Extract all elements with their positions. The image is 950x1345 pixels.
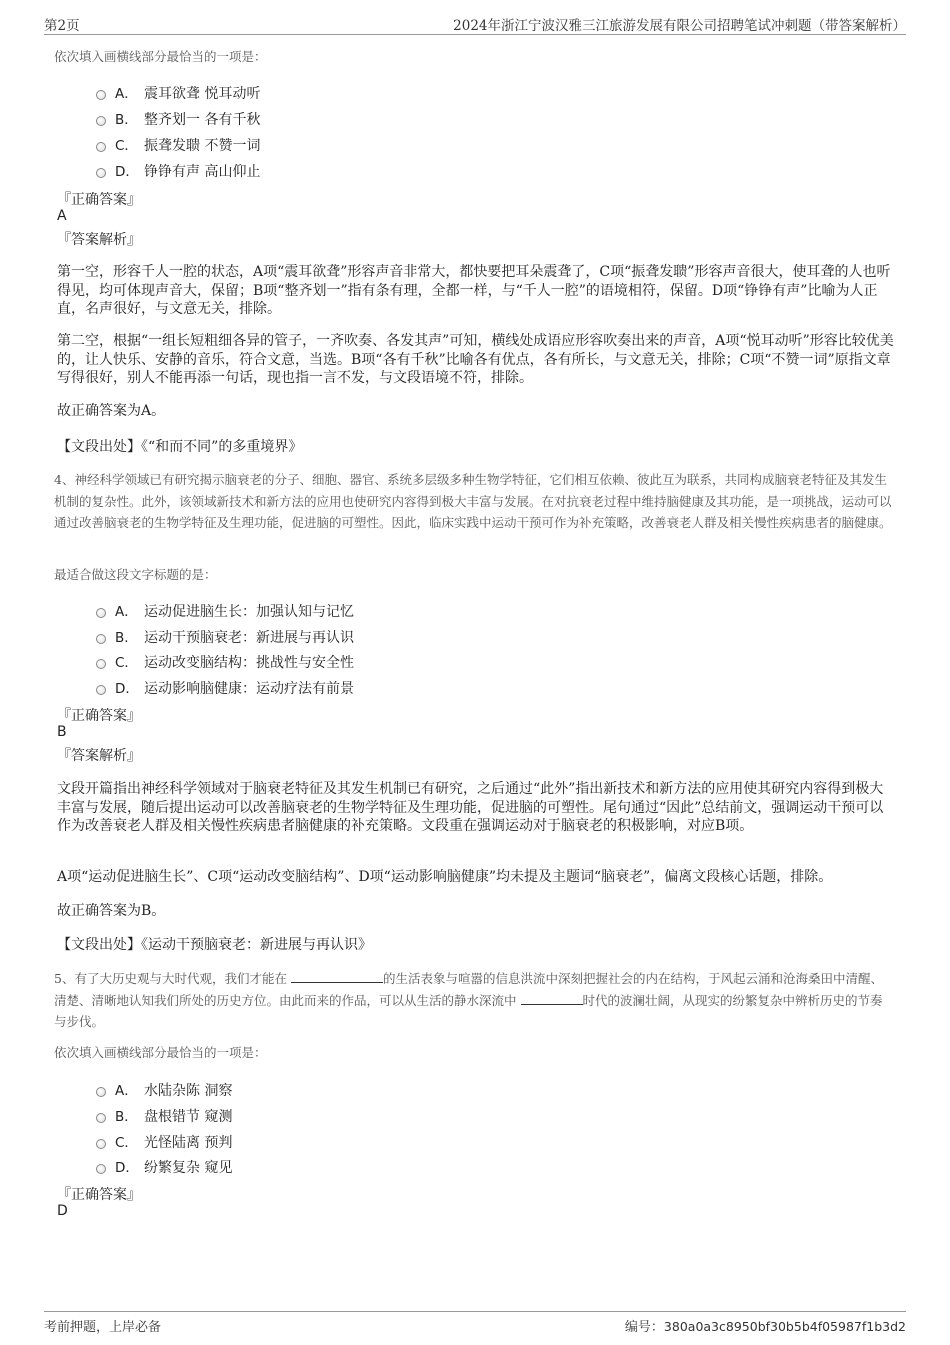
q5-stem: 5、有了大历史观与大时代观，我们才能在 的生活表象与喧嚣的信息洪流中深刻把握社会的内在结构，于风起云涌和沧海桑田中清醒、清楚、清晰地认知我们所处的历史方位。由此而来的作品，可以从生活的静水深流中 时代的波澜壮阔，从现实的纷繁复杂中辨析历史的节奏与步伐。 [54,971,883,1030]
radio-icon[interactable] [96,90,106,100]
radio-icon[interactable] [96,168,106,178]
q3-analysis-p3: 故正确答案为A。 [57,403,166,419]
radio-icon[interactable] [96,1113,106,1123]
q3-analysis-label: 『答案解析』 [57,232,141,248]
page-footer [44,1311,906,1342]
q5-answer: D [57,1203,68,1219]
q5-option-b[interactable]: B． 盘根错节 窥测 [96,1105,232,1126]
radio-icon[interactable] [96,1164,106,1174]
radio-icon[interactable] [96,116,106,126]
q4-prompt: 最适合做这段文字标题的是： [54,567,217,582]
q3-analysis-p1: 第一空，形容千人一腔的状态，A项“震耳欲聋”形容声音非常大，都快要把耳朵震聋了，C项“振聋发聩”形容声音很大，使耳聋的人也听得见，均可体现声音大，保留；B项“整齐划一”指有条有理，全都一样，与“千人一腔”的语境相符，保留。D项“铮铮有声”比喻为人正直，名声很好，与文意无关，排除。 [57,264,891,317]
q3-option-b[interactable]: B． 整齐划一 各有千秋 [96,108,260,129]
q4-analysis-p3: 故正确答案为B。 [57,903,166,919]
document-code: 380a0a3c8950bf30b5b4f05987f1b3d2 [663,1319,906,1334]
page-number: 第2页 [44,18,80,34]
q3-prompt: 依次填入画横线部分最恰当的一项是： [54,49,267,64]
document-title: 2024年浙江宁波汉雅三江旅游发展有限公司招聘笔试冲刺题（带答案解析） [453,18,906,34]
q4-answer: B [57,724,67,740]
q3-source: 【文段出处】《“和而不同”的多重境界》 [57,439,303,455]
radio-icon[interactable] [96,608,106,618]
radio-icon[interactable] [96,1087,106,1097]
q3-answer-label: 『正确答案』 [57,192,141,208]
q3-option-d[interactable]: D． 铮铮有声 高山仰止 [96,160,260,181]
q4-option-a[interactable]: A． 运动促进脑生长：加强认知与记忆 [96,600,354,621]
q5-prompt: 依次填入画横线部分最恰当的一项是： [54,1045,267,1060]
page-header [44,14,906,35]
q4-option-b[interactable]: B． 运动干预脑衰老：新进展与再认识 [96,626,354,647]
q4-stem: 4、神经科学领域已有研究揭示脑衰老的分子、细胞、器官、系统多层级多种生物学特征，它们相互依赖、彼此互为联系，共同构成脑衰老特征及其发生机制的复杂性。此外，该领域新技术和新方法的应用也使研究内容得到极大丰富与发展。在对抗衰老过程中维持脑健康及其功能，是一项挑战，运动可以通过改善脑衰老的生物学特征及生理功能，促进脑的可塑性。因此，临床实践中运动干预可作为补充策略，改善衰老人群及相关慢性疾病患者的脑健康。 [54,472,892,531]
q5-answer-label: 『正确答案』 [57,1187,141,1203]
q3-option-a[interactable]: A． 震耳欲聋 悦耳动听 [96,82,260,103]
q4-analysis-label: 『答案解析』 [57,748,141,764]
footer-slogan: 考前押题，上岸必备 [44,1320,162,1335]
radio-icon[interactable] [96,634,106,644]
radio-icon[interactable] [96,142,106,152]
q4-option-c[interactable]: C． 运动改变脑结构：挑战性与安全性 [96,651,354,672]
q5-option-d[interactable]: D． 纷繁复杂 窥见 [96,1156,232,1177]
radio-icon[interactable] [96,685,106,695]
q4-analysis-p2: A项“运动促进脑生长”、C项“运动改变脑结构”、D项“运动影响脑健康”均未提及主题词“脑衰老”，偏离文段核心话题，排除。 [57,869,833,885]
q3-answer: A [57,208,67,224]
q5-blank-2[interactable] [521,992,583,1005]
q3-option-c[interactable]: C． 振聋发聩 不赞一词 [96,134,260,155]
q5-option-c[interactable]: C． 光怪陆离 预判 [96,1131,232,1152]
radio-icon[interactable] [96,1139,106,1149]
q5-blank-1[interactable] [291,970,383,983]
q4-source: 【文段出处】《运动干预脑衰老：新进展与再认识》 [57,937,372,953]
footer-id: 编号：380a0a3c8950bf30b5b4f05987f1b3d2 [624,1319,906,1335]
q5-option-a[interactable]: A． 水陆杂陈 洞察 [96,1079,232,1100]
q4-analysis-p1: 文段开篇指出神经科学领域对于脑衰老特征及其发生机制已有研究，之后通过“此外”指出新技术和新方法的应用使其研究内容得到极大丰富与发展，随后提出运动可以改善脑衰老的生物学特征及生理功能，促进脑的可塑性。尾句通过“因此”总结前文，强调运动干预可以作为改善衰老人群及相关慢性疾病患者脑健康的补充策略。文段重在强调运动对于脑衰老的积极影响，对应B项。 [57,781,884,834]
q4-option-d[interactable]: D． 运动影响脑健康：运动疗法有前景 [96,677,354,698]
q3-analysis-p2: 第二空，根据“一组长短粗细各异的管子，一齐吹奏、各发其声”可知，横线处成语应形容吹奏出来的声音，A项“悦耳动听”形容比较优美的，让人快乐、安静的音乐，符合文意，当选。B项“各有千秋”比喻各有优点，各有所长，与文意无关，排除；C项“不赞一词”原指文章写得很好，别人不能再添一句话，现也指一言不发，与文段语境不符，排除。 [57,333,894,386]
radio-icon[interactable] [96,659,106,669]
q4-answer-label: 『正确答案』 [57,708,141,724]
